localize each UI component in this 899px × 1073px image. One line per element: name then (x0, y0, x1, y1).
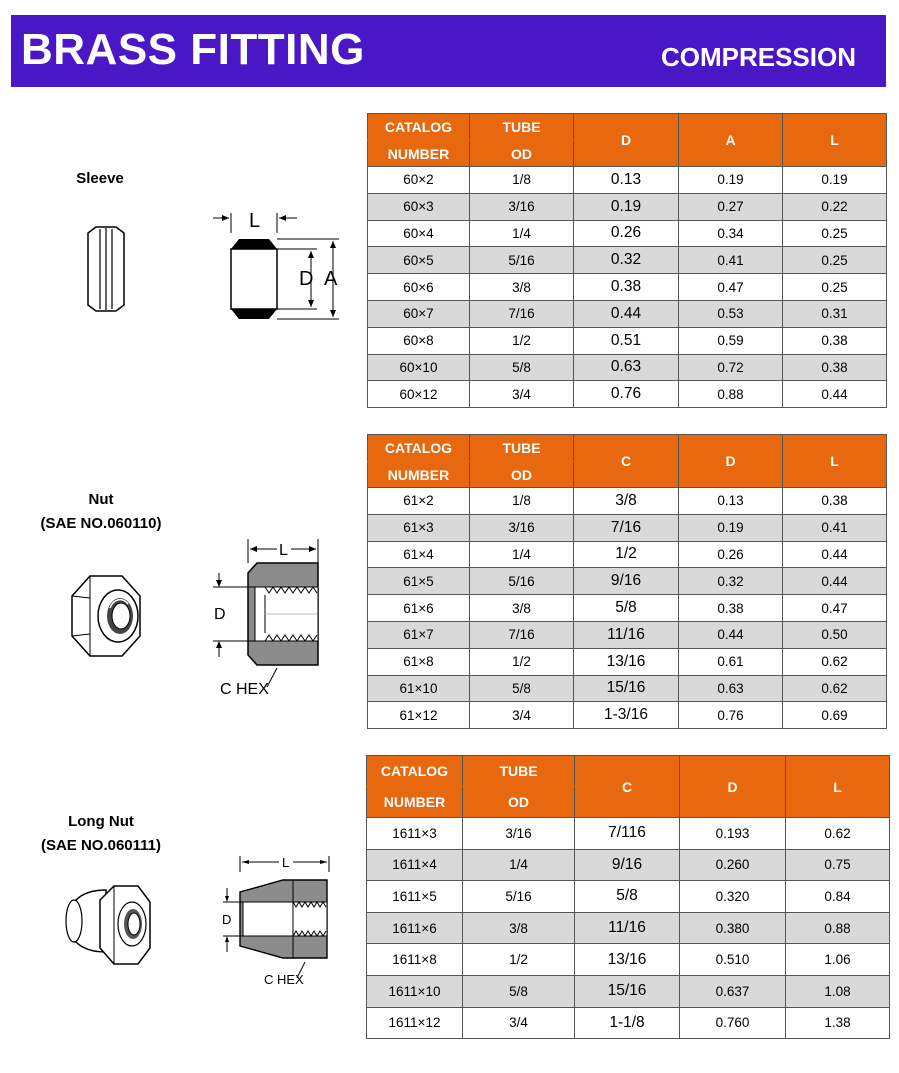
col-c-header: C (575, 756, 680, 818)
col-a-header: A (679, 114, 783, 167)
dim-cell-3: 0.41 (783, 514, 887, 541)
tube-od-cell: 3/16 (463, 818, 575, 850)
dim-cell-3: 0.44 (783, 381, 887, 408)
catalog-number-cell: 60×4 (368, 220, 470, 247)
catalog-number-cell: 60×12 (368, 381, 470, 408)
table-row (368, 648, 887, 675)
dim-cell-2: 0.510 (680, 944, 786, 976)
dim-cell-3: 0.25 (783, 247, 887, 274)
tube-od-cell: 5/16 (470, 568, 574, 595)
dim-cell-1: 0.51 (574, 327, 679, 354)
sleeve-spec-table (367, 113, 887, 408)
table-row (368, 354, 887, 381)
page-header (11, 15, 886, 87)
od-header: OD (470, 462, 574, 488)
tube-od-cell: 3/8 (470, 274, 574, 301)
table-row (368, 595, 887, 622)
catalog-number-cell: 61×8 (368, 648, 470, 675)
dim-cell-3: 0.31 (783, 300, 887, 327)
dim-cell-1: 11/16 (574, 621, 679, 648)
dim-cell-3: 0.38 (783, 327, 887, 354)
dim-cell-1: 0.26 (574, 220, 679, 247)
catalog-number-cell: 61×6 (368, 595, 470, 622)
number-header: NUMBER (368, 462, 470, 488)
tube-od-cell: 5/8 (463, 975, 575, 1007)
catalog-number-cell: 1611×4 (367, 849, 463, 881)
dim-cell-1: 5/8 (574, 595, 679, 622)
dim-cell-2: 0.13 (679, 488, 783, 515)
tube-od-cell: 7/16 (470, 621, 574, 648)
catalog-number-cell: 60×7 (368, 300, 470, 327)
catalog-number-cell: 60×2 (368, 167, 470, 194)
od-header: OD (470, 141, 574, 167)
tube-od-cell: 5/8 (470, 354, 574, 381)
dim-cell-3: 0.44 (783, 568, 887, 595)
dim-cell-3: 0.19 (783, 167, 887, 194)
tube-od-cell: 1/4 (463, 849, 575, 881)
dim-cell-2: 0.26 (679, 541, 783, 568)
table-row (368, 621, 887, 648)
table-row (368, 381, 887, 408)
table-row (368, 300, 887, 327)
dim-cell-2: 0.760 (680, 1007, 786, 1039)
tube-header: TUBE (463, 756, 575, 787)
table-row (368, 327, 887, 354)
table-row (367, 881, 890, 913)
long-nut-spec-table (366, 755, 890, 1039)
tube-od-cell: 1/4 (470, 541, 574, 568)
dim-cell-1: 13/16 (574, 648, 679, 675)
col-d-header: D (680, 756, 786, 818)
dim-cell-2: 0.260 (680, 849, 786, 881)
dim-cell-2: 0.61 (679, 648, 783, 675)
catalog-number-cell: 1611×5 (367, 881, 463, 913)
nut-illustration (64, 568, 148, 664)
tube-od-cell: 1/8 (470, 167, 574, 194)
dim-cell-2: 0.38 (679, 595, 783, 622)
table-row (367, 912, 890, 944)
dim-cell-1: 0.13 (574, 167, 679, 194)
table-row (367, 1007, 890, 1039)
catalog-number-cell: 61×10 (368, 675, 470, 702)
tube-od-cell: 1/2 (470, 648, 574, 675)
sleeve-illustration (78, 225, 134, 315)
dim-cell-2: 0.380 (680, 912, 786, 944)
dim-cell-3: 0.25 (783, 274, 887, 301)
dim-cell-2: 0.637 (680, 975, 786, 1007)
catalog-number-cell: 61×3 (368, 514, 470, 541)
dim-cell-1: 11/16 (575, 912, 680, 944)
col-l-header: L (783, 114, 887, 167)
dim-cell-1: 1-1/8 (575, 1007, 680, 1039)
col-d-header: D (574, 114, 679, 167)
catalog-number-cell: 60×6 (368, 274, 470, 301)
dim-cell-2: 0.32 (679, 568, 783, 595)
sleeve-a-dim: A (324, 268, 338, 290)
dim-cell-1: 13/16 (575, 944, 680, 976)
tube-od-cell: 3/8 (470, 595, 574, 622)
page-title: BRASS FITTING (21, 25, 365, 74)
long-nut-d-dim: D (222, 912, 232, 927)
table-row (368, 220, 887, 247)
dim-cell-2: 0.19 (679, 167, 783, 194)
dim-cell-2: 0.27 (679, 193, 783, 220)
table-row (368, 514, 887, 541)
table-row (368, 675, 887, 702)
dim-cell-3: 0.38 (783, 488, 887, 515)
table-row (368, 488, 887, 515)
dim-cell-2: 0.34 (679, 220, 783, 247)
dim-cell-2: 0.63 (679, 675, 783, 702)
dim-cell-1: 0.44 (574, 300, 679, 327)
sleeve-d-dim: D (299, 268, 314, 290)
dim-cell-3: 0.75 (786, 849, 890, 881)
dim-cell-1: 9/16 (575, 849, 680, 881)
tube-od-cell: 5/16 (463, 881, 575, 913)
dim-cell-2: 0.72 (679, 354, 783, 381)
catalog-header: CATALOG (367, 756, 463, 787)
dim-cell-2: 0.41 (679, 247, 783, 274)
dim-cell-2: 0.19 (679, 514, 783, 541)
dim-cell-3: 0.47 (783, 595, 887, 622)
catalog-number-cell: 61×4 (368, 541, 470, 568)
long-nut-l-dim: L (282, 855, 290, 870)
catalog-number-cell: 1611×8 (367, 944, 463, 976)
nut-d-dim: D (214, 606, 226, 623)
catalog-number-cell: 61×7 (368, 621, 470, 648)
long-nut-illustration (58, 882, 154, 972)
tube-od-cell: 3/4 (470, 381, 574, 408)
dim-cell-1: 0.19 (574, 193, 679, 220)
sleeve-dimension-diagram (205, 205, 345, 325)
dim-cell-1: 0.63 (574, 354, 679, 381)
nut-hex-dim: C HEX (220, 681, 269, 698)
dim-cell-3: 0.50 (783, 621, 887, 648)
nut-dimension-diagram (205, 535, 335, 700)
tube-od-cell: 3/16 (470, 514, 574, 541)
table-row (368, 541, 887, 568)
nut-l-dim: L (279, 542, 288, 559)
dim-cell-2: 0.47 (679, 274, 783, 301)
tube-od-cell: 1/2 (470, 327, 574, 354)
table-row (367, 944, 890, 976)
number-header: NUMBER (368, 141, 470, 167)
dim-cell-1: 0.76 (574, 381, 679, 408)
table-row (368, 568, 887, 595)
sleeve-l-dim: L (249, 210, 261, 232)
table-row (367, 818, 890, 850)
tube-od-cell: 5/16 (470, 247, 574, 274)
tube-header: TUBE (470, 435, 574, 462)
od-header: OD (463, 787, 575, 818)
tube-od-cell: 1/2 (463, 944, 575, 976)
dim-cell-3: 1.06 (786, 944, 890, 976)
dim-cell-1: 9/16 (574, 568, 679, 595)
table-row (368, 702, 887, 729)
catalog-number-cell: 61×2 (368, 488, 470, 515)
tube-od-cell: 1/4 (470, 220, 574, 247)
col-l-header: L (783, 435, 887, 488)
number-header: NUMBER (367, 787, 463, 818)
dim-cell-1: 15/16 (574, 675, 679, 702)
tube-od-cell: 3/4 (470, 702, 574, 729)
col-l-header: L (786, 756, 890, 818)
dim-cell-3: 0.22 (783, 193, 887, 220)
dim-cell-2: 0.193 (680, 818, 786, 850)
dim-cell-1: 7/116 (575, 818, 680, 850)
sleeve-label: Sleeve (76, 170, 124, 187)
catalog-number-cell: 60×10 (368, 354, 470, 381)
catalog-number-cell: 60×3 (368, 193, 470, 220)
catalog-number-cell: 1611×6 (367, 912, 463, 944)
table-row (368, 167, 887, 194)
long-nut-hex-dim: C HEX (264, 972, 304, 987)
catalog-number-cell: 60×8 (368, 327, 470, 354)
dim-cell-1: 1/2 (574, 541, 679, 568)
dim-cell-3: 0.44 (783, 541, 887, 568)
nut-label: Nut (SAE NO.060110) (40, 491, 162, 532)
dim-cell-1: 3/8 (574, 488, 679, 515)
tube-od-cell: 3/4 (463, 1007, 575, 1039)
dim-cell-3: 0.62 (786, 818, 890, 850)
dim-cell-1: 15/16 (575, 975, 680, 1007)
dim-cell-3: 0.25 (783, 220, 887, 247)
dim-cell-3: 1.38 (786, 1007, 890, 1039)
catalog-number-cell: 1611×3 (367, 818, 463, 850)
page-subtitle: COMPRESSION (660, 42, 856, 72)
tube-od-cell: 3/8 (463, 912, 575, 944)
catalog-number-cell: 61×12 (368, 702, 470, 729)
dim-cell-3: 0.84 (786, 881, 890, 913)
tube-header: TUBE (470, 114, 574, 141)
catalog-number-cell: 61×5 (368, 568, 470, 595)
dim-cell-1: 7/16 (574, 514, 679, 541)
dim-cell-2: 0.53 (679, 300, 783, 327)
long-nut-label: Long Nut (SAE NO.060111) (40, 813, 162, 854)
table-row (367, 849, 890, 881)
dim-cell-3: 0.62 (783, 675, 887, 702)
col-c-header: C (574, 435, 679, 488)
dim-cell-2: 0.59 (679, 327, 783, 354)
dim-cell-3: 0.62 (783, 648, 887, 675)
col-d-header: D (679, 435, 783, 488)
dim-cell-1: 1-3/16 (574, 702, 679, 729)
dim-cell-2: 0.88 (679, 381, 783, 408)
dim-cell-2: 0.76 (679, 702, 783, 729)
nut-spec-table (367, 434, 887, 729)
dim-cell-1: 0.32 (574, 247, 679, 274)
table-row (368, 193, 887, 220)
catalog-number-cell: 1611×12 (367, 1007, 463, 1039)
dim-cell-2: 0.320 (680, 881, 786, 913)
dim-cell-3: 0.38 (783, 354, 887, 381)
table-row (368, 247, 887, 274)
tube-od-cell: 7/16 (470, 300, 574, 327)
dim-cell-3: 0.88 (786, 912, 890, 944)
dim-cell-3: 0.69 (783, 702, 887, 729)
tube-od-cell: 1/8 (470, 488, 574, 515)
catalog-header: CATALOG (368, 114, 470, 141)
catalog-number-cell: 1611×10 (367, 975, 463, 1007)
dim-cell-3: 1.08 (786, 975, 890, 1007)
catalog-header: CATALOG (368, 435, 470, 462)
table-row (368, 274, 887, 301)
long-nut-dimension-diagram (215, 850, 340, 990)
tube-od-cell: 3/16 (470, 193, 574, 220)
catalog-number-cell: 60×5 (368, 247, 470, 274)
dim-cell-1: 0.38 (574, 274, 679, 301)
dim-cell-1: 5/8 (575, 881, 680, 913)
table-row (367, 975, 890, 1007)
dim-cell-2: 0.44 (679, 621, 783, 648)
tube-od-cell: 5/8 (470, 675, 574, 702)
